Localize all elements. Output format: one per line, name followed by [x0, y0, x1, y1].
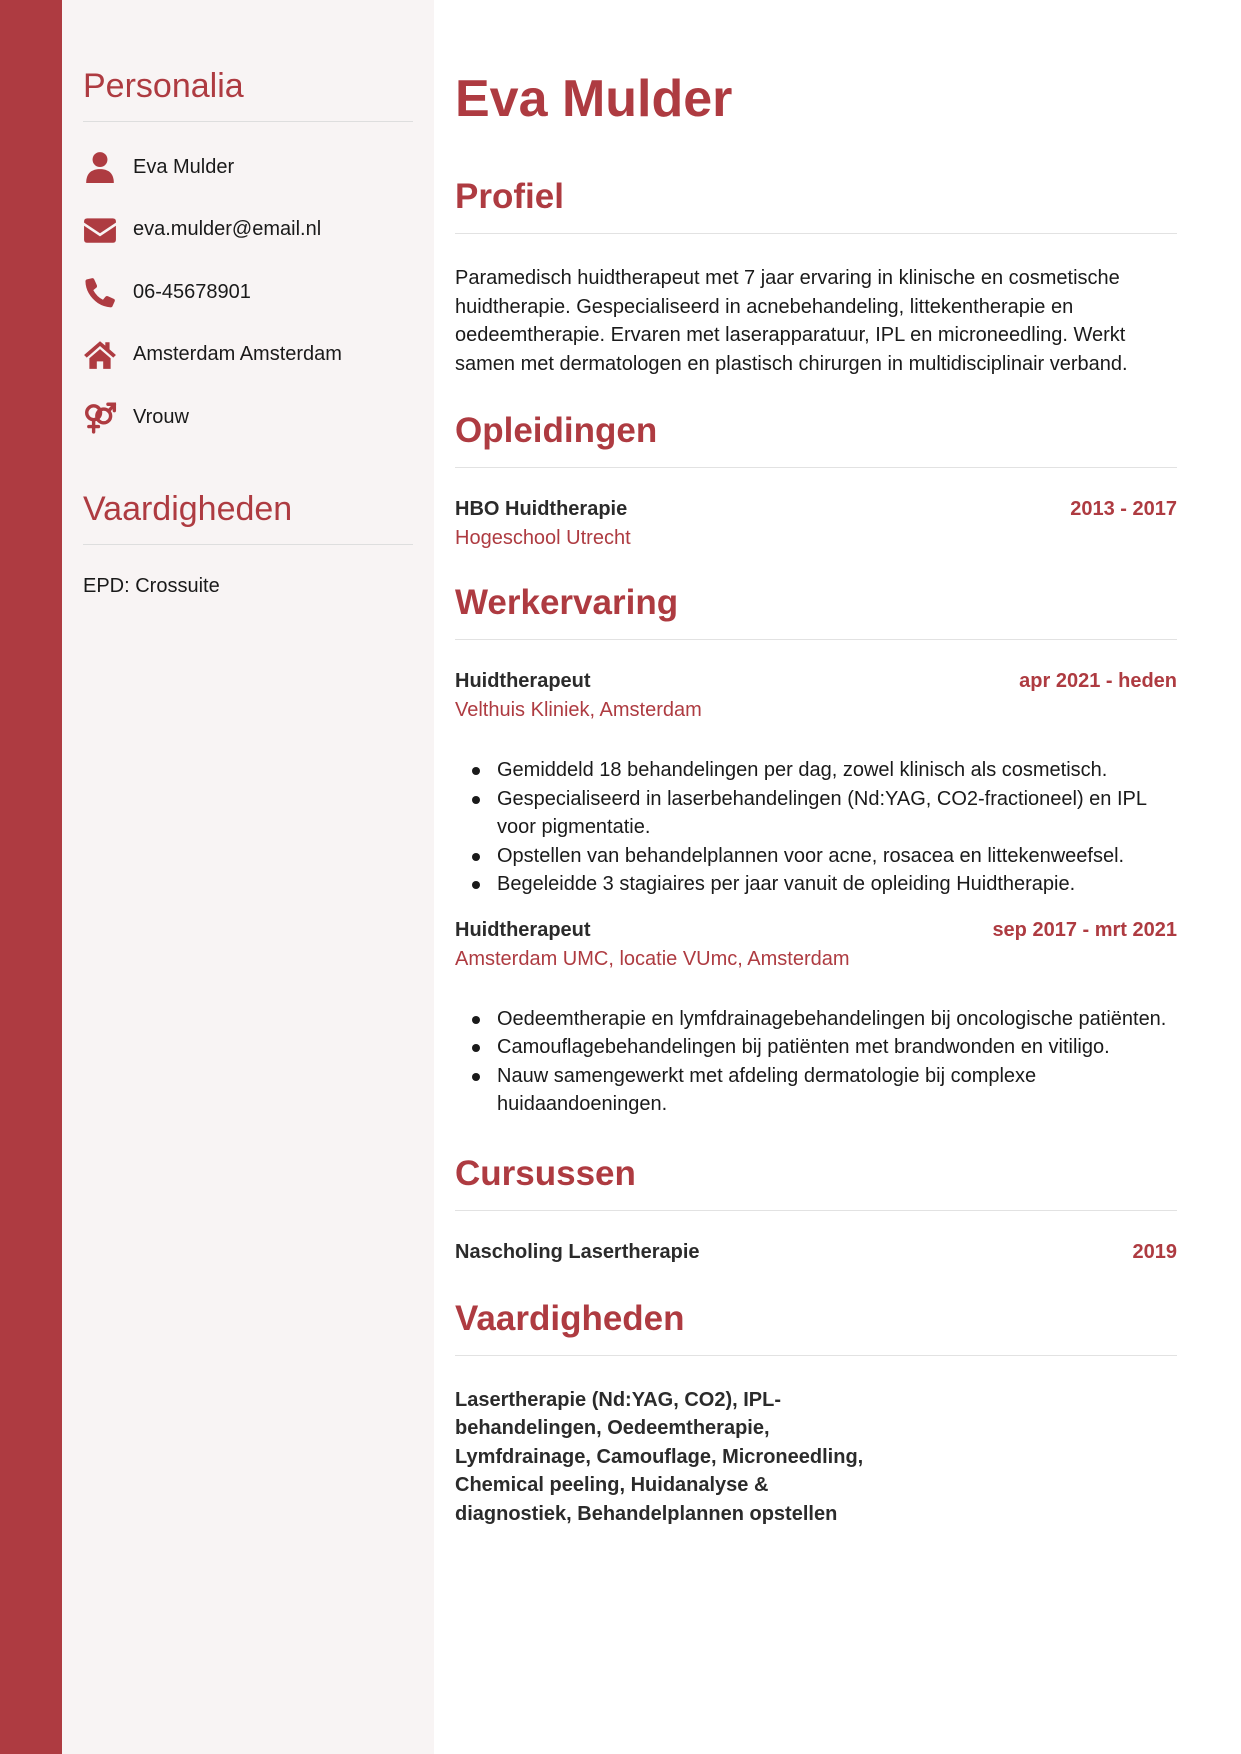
profile-text: Paramedisch huidtherapeut met 7 jaar ervaring in klinische en cosmetische huidtherapie. Gespecialiseerd in acnebehandeling, littekentherapie en oedeemtherapie. Ervaren met laserapparatuur, IPL en microneedling. Werkt samen met dermatologen en plastisch chirurgen in multidisciplinair verband.	[455, 267, 1128, 375]
profile-section	[455, 176, 1177, 378]
divider	[455, 1355, 1177, 1356]
home-icon	[83, 338, 117, 372]
job-bullets	[455, 756, 1177, 899]
divider	[455, 639, 1177, 640]
contact-item-address	[83, 324, 413, 387]
experience-heading: Werkervaring	[455, 583, 679, 622]
contact-name: Eva Mulder	[133, 155, 235, 178]
course-date: 2019	[1132, 1240, 1177, 1263]
sidebar-skill: EPD: Crossuite	[83, 574, 220, 597]
job-date: sep 2017 - mrt 2021	[992, 918, 1177, 941]
personalia-heading: Personalia	[83, 67, 244, 105]
contact-item-email	[83, 199, 413, 262]
contact-item-gender	[83, 386, 413, 449]
education-section	[455, 410, 1177, 550]
education-title: HBO Huidtherapie	[455, 498, 628, 520]
contact-gender: Vrouw	[133, 405, 189, 428]
accent-bar	[0, 0, 62, 1754]
education-institution: Hogeschool Utrecht	[455, 527, 631, 549]
job-title: Huidtherapeut	[455, 670, 591, 692]
job-employer: Velthuis Kliniek, Amsterdam	[455, 699, 702, 721]
education-entry	[455, 498, 1177, 550]
list-item: Nauw samengewerkt met afdeling dermatologie bij complexe huidaandoeningen.	[455, 1062, 1177, 1119]
divider	[83, 544, 413, 545]
experience-entry	[455, 670, 1177, 899]
courses-heading: Cursussen	[455, 1153, 636, 1193]
contact-email[interactable]: eva.mulder@email.nl	[133, 218, 322, 241]
list-item: Camouflagebehandelingen bij patiënten met brandwonden en vitiligo.	[455, 1033, 1177, 1062]
contact-address: Amsterdam Amsterdam	[133, 343, 342, 366]
list-item: Opstellen van behandelplannen voor acne, rosacea en littekenweefsel.	[455, 842, 1177, 871]
envelope-icon	[83, 213, 117, 247]
list-item: Gemiddeld 18 behandelingen per dag, zowel klinisch als cosmetisch.	[455, 756, 1177, 785]
skills-heading: Vaardigheden	[455, 1298, 685, 1338]
divider	[455, 467, 1177, 468]
job-bullets	[455, 1005, 1177, 1119]
job-employer: Amsterdam UMC, locatie VUmc, Amsterdam	[455, 947, 850, 970]
list-item: Oedeemtherapie en lymfdrainagebehandelingen bij oncologische patiënten.	[455, 1005, 1177, 1034]
sidebar	[62, 0, 434, 1754]
course-title: Nascholing Lasertherapie	[455, 1240, 700, 1263]
contact-item-phone	[83, 261, 413, 324]
sidebar-skills-heading: Vaardigheden	[83, 489, 293, 528]
list-item: Begeleidde 3 stagiaires per jaar vanuit de opleiding Huidtherapie.	[455, 870, 1177, 899]
course-entry	[455, 1241, 1177, 1264]
skills-text: Lasertherapie (Nd:YAG, CO2), IPL-behandelingen, Oedeemtherapie, Lymfdrainage, Camouflage, Microneedling, Chemical peeling, Huidanalyse & diagnostiek, Behandelplannen opstellen	[455, 1388, 864, 1525]
job-title: Huidtherapeut	[455, 918, 591, 941]
experience-entry	[455, 919, 1177, 1119]
job-date: apr 2021 - heden	[1019, 670, 1177, 692]
candidate-name: Eva Mulder	[455, 70, 733, 128]
user-icon	[83, 150, 117, 184]
divider	[455, 1210, 1177, 1211]
divider	[83, 121, 413, 122]
education-date: 2013 - 2017	[1070, 498, 1177, 520]
experience-section	[455, 582, 1177, 1119]
list-item: Gespecialiseerd in laserbehandelingen (Nd:YAG, CO2-fractioneel) en IPL voor pigmentatie.	[455, 785, 1177, 842]
profile-heading: Profiel	[455, 177, 564, 216]
contact-list	[83, 136, 413, 449]
divider	[455, 233, 1177, 234]
education-heading: Opleidingen	[455, 411, 658, 450]
phone-icon	[83, 275, 117, 309]
main-content	[434, 0, 1241, 1754]
contact-item-name	[83, 136, 413, 199]
courses-section	[455, 1153, 1177, 1264]
contact-phone[interactable]: 06-45678901	[133, 280, 251, 303]
gender-icon	[83, 400, 117, 434]
skills-section	[455, 1298, 1177, 1529]
